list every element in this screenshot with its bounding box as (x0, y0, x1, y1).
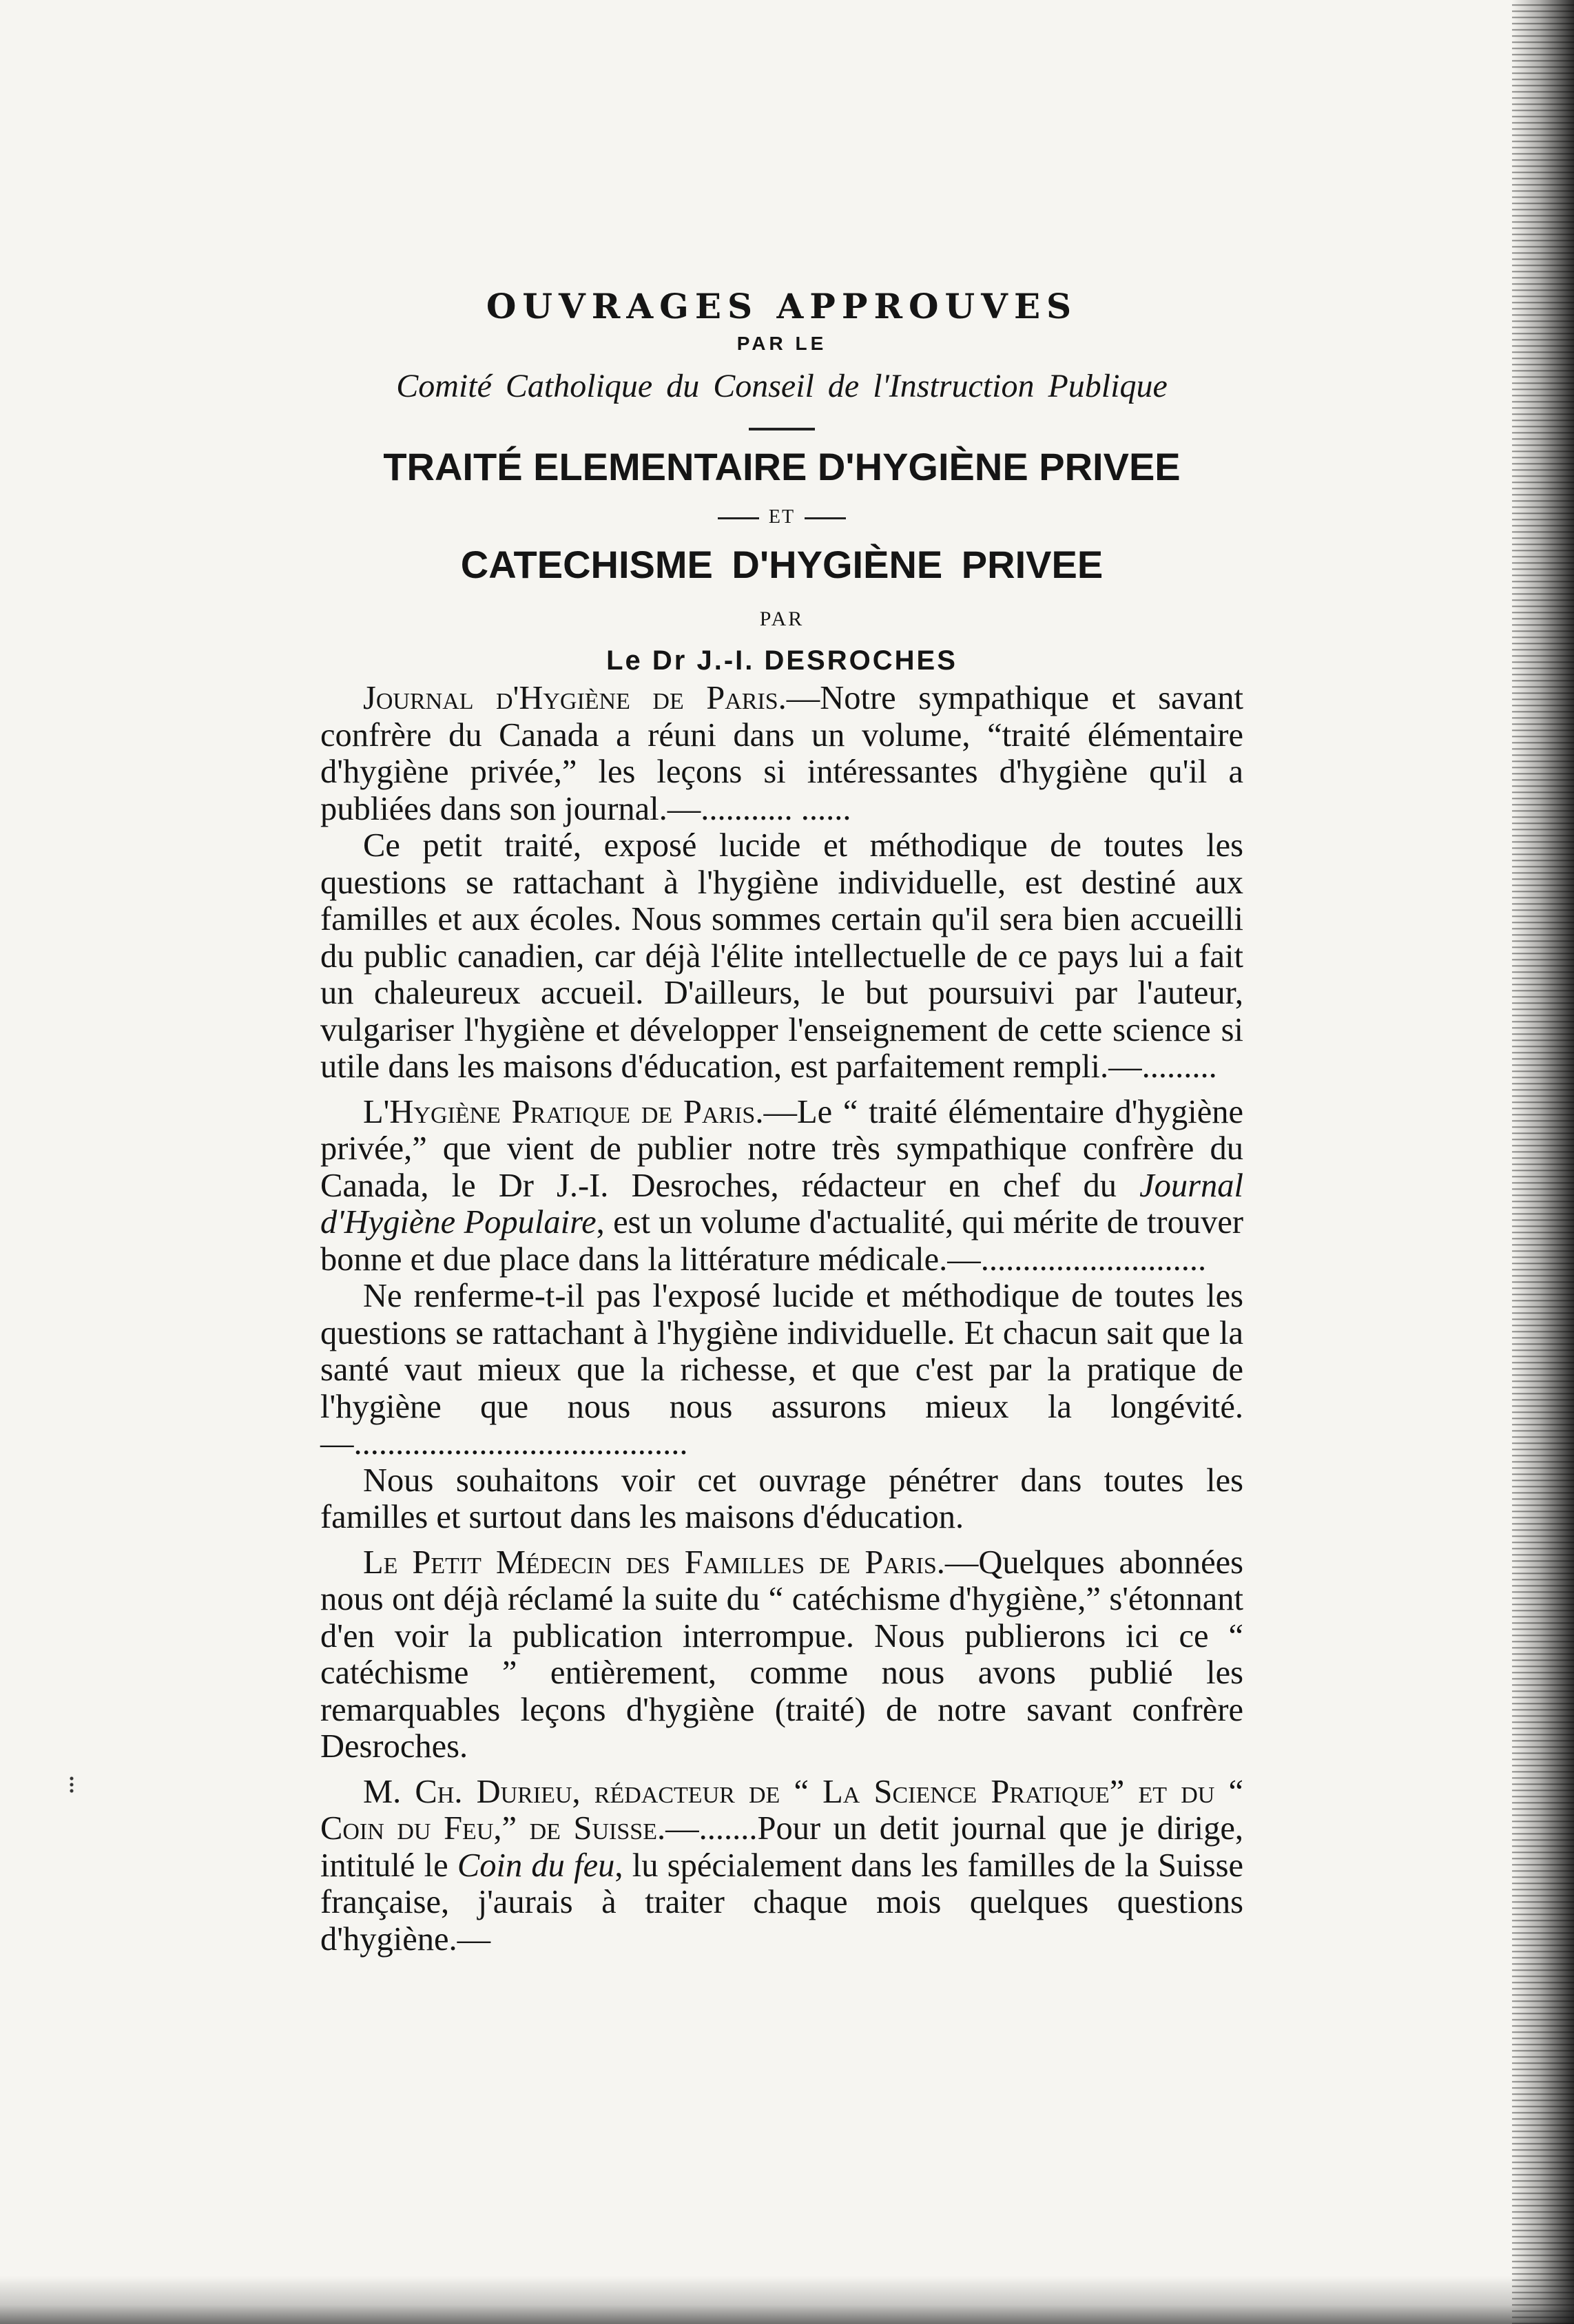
review-text: Nous souhaitons voir cet ouvrage pénétrer dans toutes les familles et surtout dans les maisons d'éducation. (320, 1462, 1243, 1535)
review-paragraph (320, 1544, 1243, 1765)
review-paragraph (320, 1462, 1243, 1536)
connector-dash-right (805, 517, 846, 519)
journal-title: Journal d'Hygiène Populaire (320, 1167, 1243, 1241)
review-paragraph (320, 1094, 1243, 1278)
review-text: —Quelques abonnées nous ont déjà réclamé la suite du “ catéchisme d'hygiène,” s'étonnant d'en voir la publication interrompue. Nous publierons ici ce “ catéchisme ” entièrement, comme nous avons publié les remarquables leçons d'hygiène (traité) de notre savant confrère Desroches. (320, 1544, 1243, 1765)
connector-dash-left (718, 517, 759, 519)
review-text: , lu spécialement dans les familles de la Suisse française, j'aurais à traiter chaque mois quelques questions d'hygiène.— (320, 1847, 1244, 1958)
page-edge-shadow (1512, 0, 1574, 2324)
review-source: M. Ch. Durieu, rédacteur de “ La Science Pratique” et du “ Coin du Feu,” de Suisse. (320, 1773, 1243, 1847)
reviews-body (320, 680, 1243, 1958)
review-paragraph (320, 680, 1243, 827)
divider-rule (749, 428, 815, 430)
review-source: Le Petit Médecin des Familles de Paris. (363, 1544, 945, 1581)
margin-mark (70, 1776, 74, 1794)
review-text: —Notre sympathique et savant confrère du Canada a réuni dans un volume, “traité élémentaire d'hygiène privée,” les leçons si intéressantes d'hygiène qu'il a publiées dans son journal.—........... ...... (320, 680, 1243, 827)
review-text: Ne renferme-t-il pas l'exposé lucide et méthodique de toutes les questions se rattachant à l'hygiène individuelle. Et chacun sait que la santé vaut mieux que la richesse, et que c'est par la pratique de l'hygiène que nous nous assurons mieux la longévité.—........................................ (320, 1278, 1243, 1462)
review-text: , est un volume d'actualité, qui mérite de trouver bonne et due place dans la littérature médicale.—........................... (320, 1204, 1243, 1278)
review-text: —.......Pour un detit journal que je dirige, intitulé le (320, 1810, 1244, 1884)
title-connector (320, 505, 1243, 530)
par-label: PAR (759, 608, 805, 630)
journal-title: Coin du feu (457, 1847, 615, 1884)
committee-name: Comité Catholique du Conseil de l'Instruction Publique (396, 368, 1168, 404)
review-paragraph (320, 1774, 1243, 1958)
book-title-2: CATECHISME D'HYGIÈNE PRIVEE (460, 543, 1104, 586)
connector-label: ET (768, 506, 796, 528)
series-title: OUVRAGES APPROUVES (486, 286, 1078, 326)
par-le-label: PAR LE (736, 333, 827, 354)
review-paragraph (320, 1278, 1243, 1462)
review-text: —Le “ traité élémentaire d'hygiène privée,” que vient de publier notre très sympathique confrère du Canada, le Dr J.-I. Desroches, rédacteur en chef du (320, 1093, 1243, 1204)
review-text: Ce petit traité, exposé lucide et méthodique de toutes les questions se rattachant à l'hygiène individuelle, est destiné aux familles et aux écoles. Nous sommes certain qu'il sera bien accueilli du public canadien, car déjà l'élite intellectuelle de ce pays lui a fait un chaleureux accueil. D'ailleurs, le but poursuivi par l'auteur, vulgariser l'hygiène et développer l'enseignement de cette science si utile dans les maisons d'éducation, est parfaitement rempli.—......... (320, 827, 1243, 1085)
page-content (320, 272, 1243, 1958)
page-bottom-shadow (0, 2276, 1574, 2324)
author-name: Le Dr J.-I. DESROCHES (606, 645, 957, 676)
review-source: L'Hygiène Pratique de Paris. (363, 1093, 764, 1130)
review-paragraph (320, 827, 1243, 1086)
review-source: Journal d'Hygiène de Paris. (363, 680, 787, 716)
book-title-1: TRAITÉ ELEMENTAIRE D'HYGIÈNE PRIVEE (383, 445, 1181, 488)
